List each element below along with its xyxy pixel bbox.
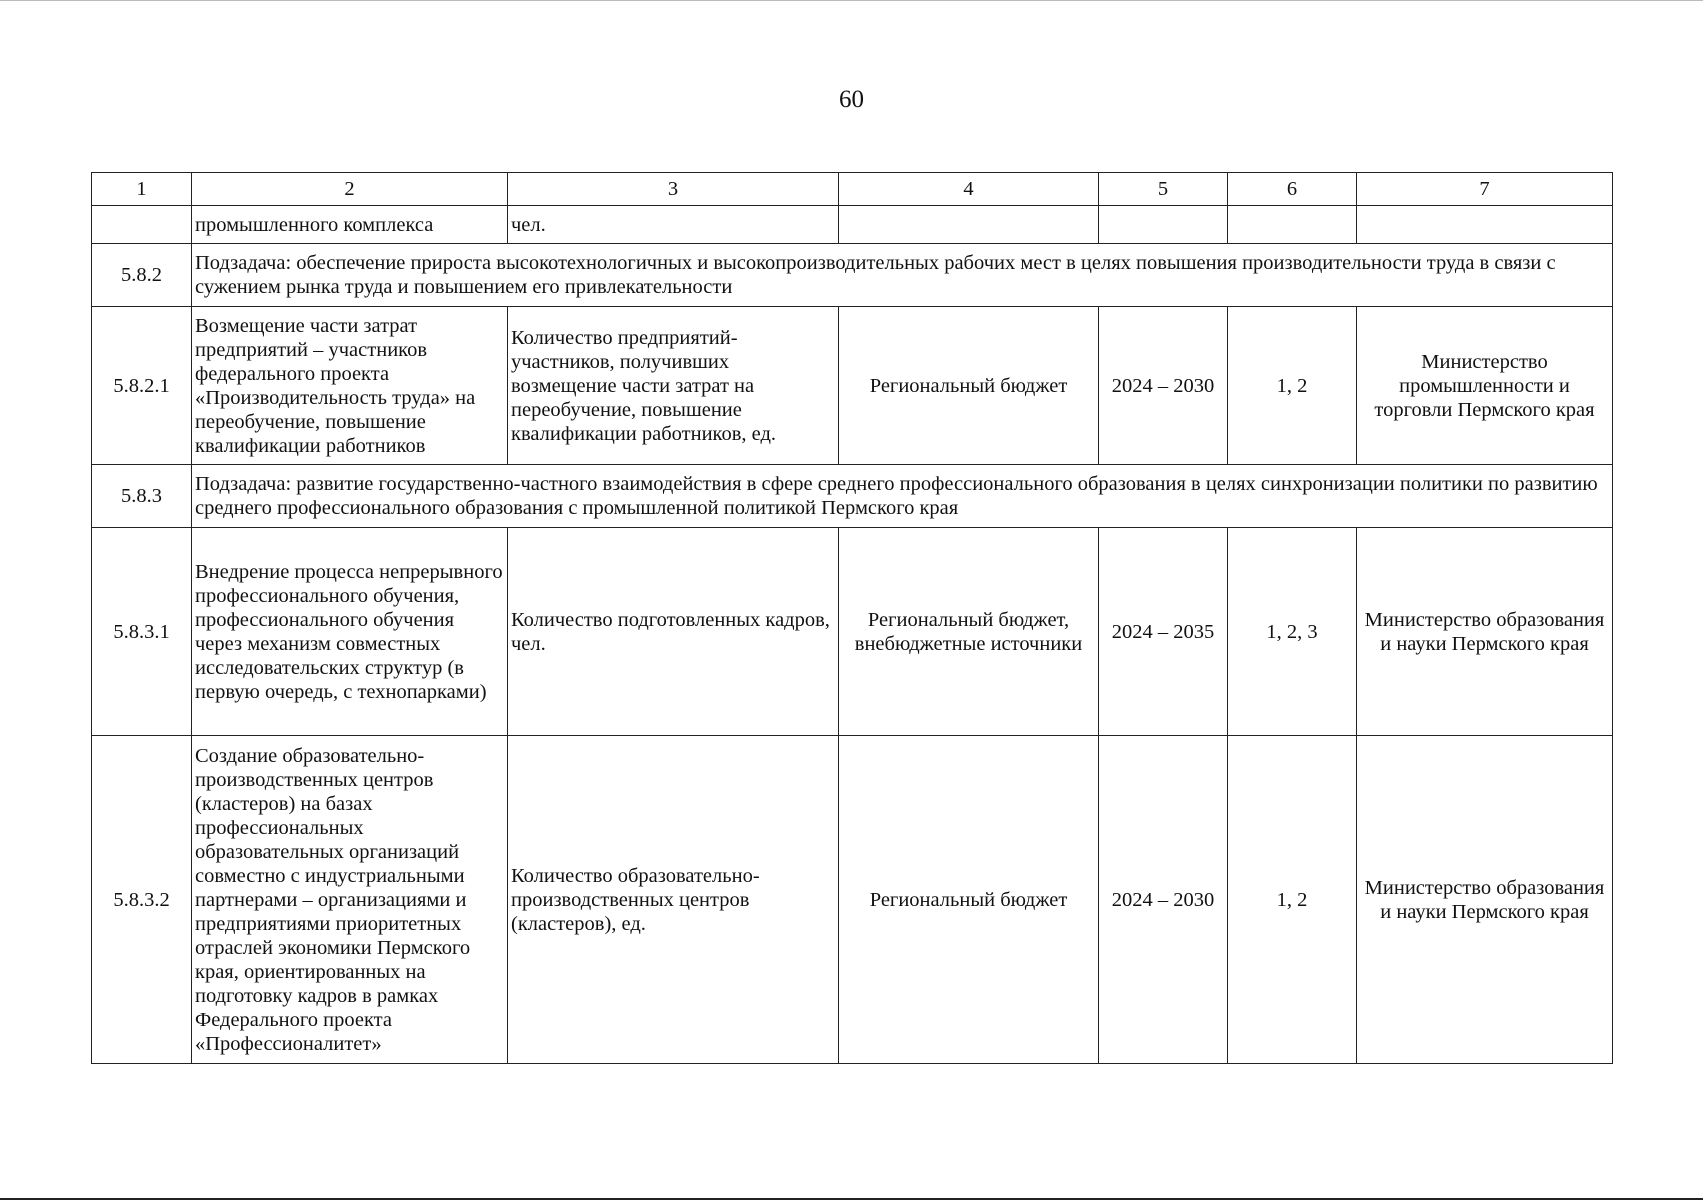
indicator-cell: чел. (508, 206, 839, 244)
row-number-cell (92, 206, 192, 244)
measure-cell: промышленного комплекса (192, 206, 508, 244)
period-cell: 2024 – 2035 (1099, 528, 1228, 736)
header-cell: 5 (1099, 173, 1228, 206)
indicator-cell: Количество предприятий-участников, получивших возмещение части затрат на переобучение, повышение квалификации работников, ед. (508, 307, 839, 465)
period-cell: 2024 – 2030 (1099, 307, 1228, 465)
funding-source-cell: Региональный бюджет (839, 736, 1099, 1064)
funding-source-cell: Региональный бюджет (839, 307, 1099, 465)
period-cell (1099, 206, 1228, 244)
table-row (92, 307, 1613, 465)
executor-cell: Министерство образования и науки Пермского края (1357, 528, 1613, 736)
measure-cell: Внедрение процесса непрерывного профессионального обучения, профессионального обучения через механизм совместных исследовательских структур (в первую очередь, с технопарками) (192, 528, 508, 736)
table-header-row (92, 173, 1613, 206)
task-cell: 1, 2 (1228, 736, 1357, 1064)
task-cell: 1, 2 (1228, 307, 1357, 465)
measures-table (91, 172, 1613, 1064)
row-number-cell: 5.8.3 (92, 465, 192, 528)
header-cell: 3 (508, 173, 839, 206)
period-cell: 2024 – 2030 (1099, 736, 1228, 1064)
header-cell: 7 (1357, 173, 1613, 206)
header-cell: 2 (192, 173, 508, 206)
table-row (92, 528, 1613, 736)
scan-edge-top (0, 0, 1703, 1)
header-cell: 1 (92, 173, 192, 206)
subtask-row (92, 244, 1613, 307)
funding-source-cell: Региональный бюджет, внебюджетные источники (839, 528, 1099, 736)
subtask-cell: Подзадача: обеспечение прироста высокотехнологичных и высокопроизводительных рабочих мест в целях повышения производительности труда в связи с сужением рынка труда и повышением его привлекательности (192, 244, 1613, 307)
table-row (92, 206, 1613, 244)
executor-cell (1357, 206, 1613, 244)
measure-cell: Возмещение части затрат предприятий – участников федерального проекта «Производительность труда» на переобучение, повышение квалификации работников (192, 307, 508, 465)
subtask-cell: Подзадача: развитие государственно-частного взаимодействия в сфере среднего профессионального образования в целях синхронизации политики по развитию среднего профессионального образования с промышленной политикой Пермского края (192, 465, 1613, 528)
row-number-cell: 5.8.2.1 (92, 307, 192, 465)
executor-cell: Министерство промышленности и торговли Пермского края (1357, 307, 1613, 465)
subtask-row (92, 465, 1613, 528)
header-cell: 4 (839, 173, 1099, 206)
header-cell: 6 (1228, 173, 1357, 206)
row-number-cell: 5.8.3.1 (92, 528, 192, 736)
table-row (92, 736, 1613, 1064)
indicator-cell: Количество подготовленных кадров, чел. (508, 528, 839, 736)
row-number-cell: 5.8.3.2 (92, 736, 192, 1064)
page-number: 60 (839, 86, 864, 113)
indicator-cell: Количество образовательно-производственных центров (кластеров), ед. (508, 736, 839, 1064)
funding-source-cell (839, 206, 1099, 244)
task-cell (1228, 206, 1357, 244)
measure-cell: Создание образовательно-производственных центров (кластеров) на базах профессиональных образовательных организаций совместно с индустриальными партнерами – организациями и предприятиями приоритетных отраслей экономики Пермского края, ориентированных на подготовку кадров в рамках Федерального проекта «Профессионалитет» (192, 736, 508, 1064)
row-number-cell: 5.8.2 (92, 244, 192, 307)
executor-cell: Министерство образования и науки Пермского края (1357, 736, 1613, 1064)
task-cell: 1, 2, 3 (1228, 528, 1357, 736)
